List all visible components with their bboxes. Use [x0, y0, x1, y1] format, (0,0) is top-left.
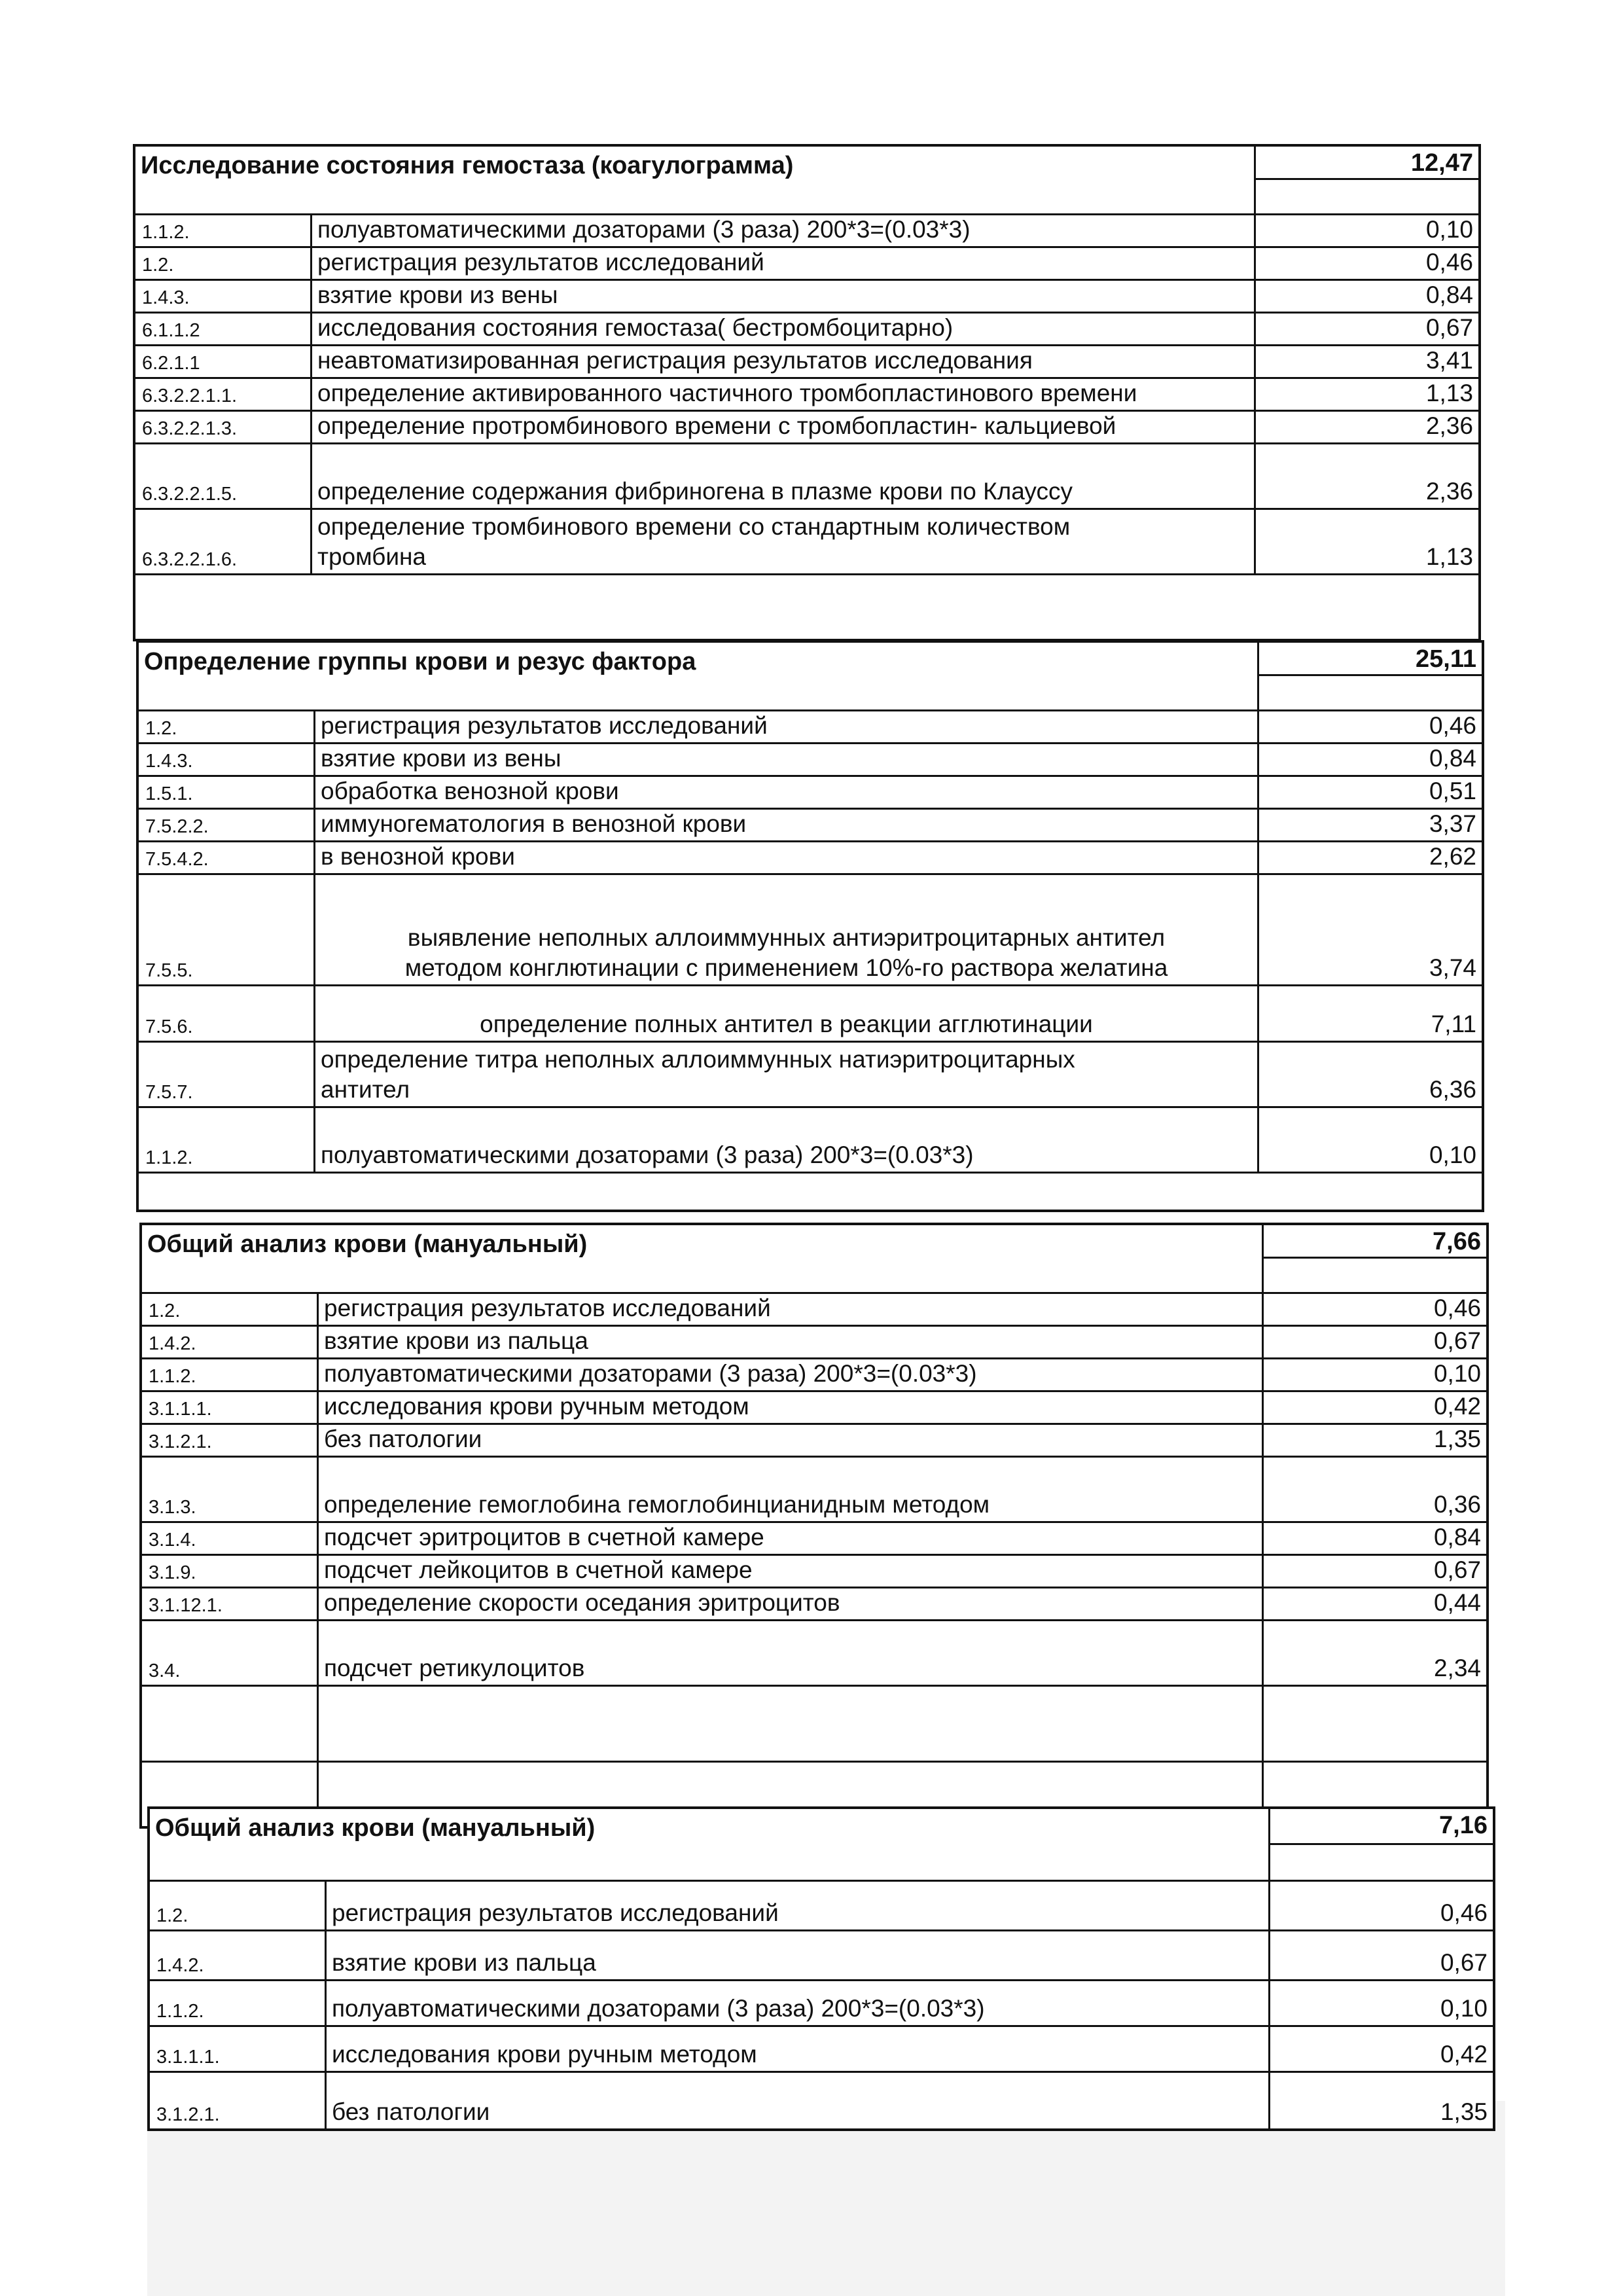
- service-price-cell: [1270, 2027, 1493, 2071]
- section-total: 12,47: [1410, 149, 1473, 177]
- service-description-cell: [312, 379, 1256, 410]
- service-section: [136, 640, 1484, 1212]
- table-row: [142, 1357, 1486, 1390]
- service-code-cell: [135, 248, 312, 279]
- table-row: [135, 246, 1478, 279]
- service-code: 6.2.1.1: [142, 353, 200, 374]
- description-line: определение содержания фибриногена в плазме крови по Клауссу: [317, 478, 1073, 505]
- table-row: [142, 1325, 1486, 1357]
- service-price: 0,67: [1425, 314, 1473, 341]
- service-price-cell: [1264, 1359, 1486, 1390]
- service-price-cell: [1264, 1523, 1486, 1554]
- service-price: 0,84: [1433, 1524, 1481, 1551]
- service-price: 0,36: [1433, 1491, 1481, 1518]
- service-code-cell: [150, 1882, 327, 1929]
- service-price: 2,34: [1433, 1655, 1481, 1681]
- description-line: регистрация результатов исследований: [317, 249, 764, 276]
- table-row: [150, 2071, 1493, 2128]
- service-price-cell: [1256, 510, 1478, 573]
- service-price-cell: [1264, 1687, 1486, 1761]
- service-code-cell: [139, 777, 315, 808]
- service-description: [321, 711, 1251, 741]
- service-description-cell: [312, 510, 1256, 573]
- description-line: подсчет ретикулоцитов: [324, 1655, 585, 1681]
- service-code: 7.5.7.: [145, 1082, 193, 1103]
- service-price-cell: [1270, 2073, 1493, 2128]
- service-description-cell: [327, 1981, 1270, 2025]
- service-price-cell: [1259, 711, 1482, 742]
- service-description-cell: [315, 875, 1259, 984]
- service-description: [332, 1948, 1262, 1978]
- table-row: [135, 213, 1478, 246]
- service-code: 3.1.2.1.: [156, 2104, 220, 2125]
- description-line: обработка венозной крови: [321, 778, 619, 804]
- service-code-cell: [139, 744, 315, 775]
- service-description: [332, 1994, 1262, 2024]
- service-code-cell: [150, 2073, 327, 2128]
- service-code-cell: [142, 1294, 319, 1325]
- service-price-cell: [1256, 444, 1478, 508]
- description-line: исследования состояния гемостаза( бестромбоцитарно): [317, 314, 954, 341]
- service-code-cell: [135, 215, 312, 246]
- section-header: [150, 1809, 1493, 1880]
- description-line: исследования крови ручным методом: [332, 2041, 757, 2068]
- service-price-cell: [1259, 986, 1482, 1041]
- section-spacer: [135, 573, 1478, 639]
- service-code: 3.1.2.1.: [149, 1431, 212, 1452]
- service-code: 6.3.2.2.1.5.: [142, 484, 238, 505]
- service-description-cell: [315, 810, 1259, 840]
- service-code-cell: [139, 711, 315, 742]
- service-description-cell: [319, 1621, 1264, 1685]
- service-price-cell: [1259, 777, 1482, 808]
- service-price: 1,35: [1433, 1426, 1481, 1452]
- service-description: [321, 744, 1251, 774]
- service-description-cell: [315, 1108, 1259, 1172]
- table-row: [139, 873, 1482, 984]
- service-code: 1.4.3.: [142, 287, 190, 308]
- service-description: [332, 1898, 1262, 1928]
- service-code: 1.2.: [149, 1300, 181, 1321]
- service-code: 1.5.1.: [145, 783, 193, 804]
- service-description-cell: [315, 711, 1259, 742]
- description-line: определение протромбинового времени с тромбопластин- кальциевой: [317, 412, 1116, 439]
- service-code-cell: [142, 1588, 319, 1619]
- service-price: 0,42: [1440, 2041, 1488, 2068]
- service-price-cell: [1264, 1588, 1486, 1619]
- service-description-cell: [315, 1043, 1259, 1106]
- service-code: 7.5.2.2.: [145, 816, 209, 837]
- service-code: 1.2.: [156, 1905, 188, 1926]
- service-price: 1,35: [1440, 2098, 1488, 2125]
- service-code-cell: [139, 842, 315, 873]
- service-price-cell: [1270, 1981, 1493, 2025]
- description-line: иммуногематология в венозной крови: [321, 810, 747, 837]
- service-description: [317, 346, 1247, 376]
- service-section: [147, 1806, 1495, 2131]
- service-description: [321, 842, 1251, 872]
- service-price: 3,37: [1429, 810, 1476, 837]
- service-price: 0,44: [1433, 1589, 1481, 1616]
- service-description: [324, 1391, 1255, 1422]
- service-price-cell: [1259, 1108, 1482, 1172]
- service-code: 3.1.9.: [149, 1562, 196, 1583]
- table-row: [139, 742, 1482, 775]
- service-description: [317, 247, 1247, 278]
- service-description-cell: [319, 1294, 1264, 1325]
- description-line: антител: [321, 1076, 410, 1103]
- table-row: [139, 984, 1482, 1041]
- table-row: [150, 1880, 1493, 1929]
- table-row: [142, 1619, 1486, 1685]
- description-line: исследования крови ручным методом: [324, 1393, 749, 1420]
- description-line: в венозной крови: [321, 843, 515, 870]
- table-row: [135, 344, 1478, 377]
- service-price: 7,11: [1431, 1011, 1476, 1037]
- service-description: [317, 378, 1247, 408]
- description-line: методом конглютинации с применением 10%-го раствора желатина: [404, 954, 1168, 981]
- service-code-cell: [135, 379, 312, 410]
- service-price-cell: [1256, 215, 1478, 246]
- service-price: 0,84: [1429, 745, 1476, 772]
- table-row: [135, 312, 1478, 344]
- service-price: 3,74: [1429, 954, 1476, 981]
- table-row: [142, 1521, 1486, 1554]
- service-price: 0,67: [1433, 1327, 1481, 1354]
- description-line: определение тромбинового времени со стандартным количеством: [317, 513, 1071, 540]
- service-price-cell: [1264, 1621, 1486, 1685]
- service-price: 0,46: [1433, 1295, 1481, 1321]
- service-code-cell: [142, 1359, 319, 1390]
- service-description: [324, 1424, 1255, 1454]
- service-description: [324, 1522, 1255, 1552]
- table-row: [150, 1979, 1493, 2025]
- service-code: 3.1.12.1.: [149, 1595, 223, 1616]
- service-price: 0,10: [1425, 216, 1473, 243]
- service-description-cell: [319, 1458, 1264, 1521]
- service-description: [324, 1359, 1255, 1389]
- service-code: 1.4.2.: [156, 1955, 204, 1976]
- service-description: [321, 1045, 1251, 1105]
- service-code: 1.1.2.: [156, 2001, 204, 2022]
- table-row: [142, 1685, 1486, 1761]
- service-code: 1.1.2.: [145, 1147, 193, 1168]
- service-description: [317, 476, 1247, 507]
- service-description: [315, 1009, 1257, 1039]
- description-line: подсчет лейкоцитов в счетной камере: [324, 1556, 753, 1583]
- service-price: 1,13: [1425, 380, 1473, 406]
- service-description: [324, 1588, 1255, 1618]
- service-code-cell: [150, 1931, 327, 1979]
- service-code-cell: [142, 1556, 319, 1587]
- description-line: полуавтоматическими дозаторами (3 раза) 200*3=(0.03*3): [332, 1995, 985, 2022]
- service-description: [321, 776, 1251, 806]
- service-description: [321, 1140, 1251, 1170]
- service-price-cell: [1256, 346, 1478, 377]
- service-description: [324, 1555, 1255, 1585]
- service-description-cell: [319, 1359, 1264, 1390]
- service-price-cell: [1259, 1043, 1482, 1106]
- service-code-cell: [139, 875, 315, 984]
- service-price: 1,13: [1425, 543, 1473, 570]
- service-code-cell: [139, 810, 315, 840]
- service-price-cell: [1256, 314, 1478, 344]
- service-description-cell: [327, 1931, 1270, 1979]
- service-description-cell: [327, 2073, 1270, 2128]
- service-description: [324, 1490, 1255, 1520]
- service-description-cell: [315, 986, 1259, 1041]
- table-row: [142, 1390, 1486, 1423]
- table-row: [142, 1456, 1486, 1521]
- service-code: 3.1.4.: [149, 1530, 196, 1551]
- service-code-cell: [139, 1108, 315, 1172]
- service-code: 6.1.1.2: [142, 320, 200, 341]
- service-description-cell: [319, 1425, 1264, 1456]
- service-description-cell: [312, 215, 1256, 246]
- section-header: [142, 1225, 1486, 1292]
- service-code: 3.1.1.1.: [156, 2047, 220, 2068]
- description-line: полуавтоматическими дозаторами (3 раза) 200*3=(0.03*3): [321, 1141, 974, 1168]
- description-line: определение скорости оседания эритроцитов: [324, 1589, 840, 1616]
- service-description: [324, 1293, 1255, 1323]
- description-line: тромбина: [317, 543, 426, 570]
- service-code-cell: [150, 1981, 327, 2025]
- service-price-cell: [1264, 1327, 1486, 1357]
- service-description-cell: [319, 1687, 1264, 1761]
- description-line: взятие крови из вены: [321, 745, 562, 772]
- service-description-cell: [312, 346, 1256, 377]
- table-row: [139, 775, 1482, 808]
- section-title: Определение группы крови и резус фактора: [144, 648, 696, 675]
- service-code-cell: [139, 1043, 315, 1106]
- service-code: 7.5.4.2.: [145, 849, 209, 870]
- service-description-cell: [312, 314, 1256, 344]
- description-line: определение полных антител в реакции агглютинации: [480, 1011, 1093, 1037]
- service-code: 1.2.: [145, 718, 177, 739]
- service-price-cell: [1264, 1425, 1486, 1456]
- description-line: без патологии: [324, 1426, 482, 1452]
- service-price: 2,36: [1425, 478, 1473, 505]
- table-row: [135, 410, 1478, 442]
- service-code: 7.5.6.: [145, 1016, 193, 1037]
- service-code: 6.3.2.2.1.3.: [142, 418, 238, 439]
- table-row: [135, 508, 1478, 573]
- service-code-cell: [135, 346, 312, 377]
- table-row: [142, 1292, 1486, 1325]
- service-section: [133, 144, 1481, 641]
- description-line: неавтоматизированная регистрация результатов исследования: [317, 347, 1033, 374]
- service-code-cell: [142, 1425, 319, 1456]
- description-line: выявление неполных аллоиммунных антиэритроцитарных антител: [407, 924, 1166, 951]
- description-line: регистрация результатов исследований: [332, 1899, 779, 1926]
- service-code: 3.4.: [149, 1660, 181, 1681]
- description-line: без патологии: [332, 2098, 490, 2125]
- section-title: Общий анализ крови (мануальный): [155, 1814, 596, 1842]
- service-price-cell: [1264, 1556, 1486, 1587]
- service-description-cell: [312, 281, 1256, 312]
- service-description: [332, 2097, 1262, 2127]
- table-row: [139, 1041, 1482, 1106]
- service-description-cell: [315, 744, 1259, 775]
- service-code-cell: [135, 314, 312, 344]
- service-price: 6,36: [1429, 1076, 1476, 1103]
- service-price: 2,36: [1425, 412, 1473, 439]
- section-title: Исследование состояния гемостаза (коагулограмма): [141, 152, 794, 179]
- description-line: полуавтоматическими дозаторами (3 раза) 200*3=(0.03*3): [324, 1360, 977, 1387]
- service-code-cell: [135, 444, 312, 508]
- table-row: [135, 279, 1478, 312]
- service-price: 0,10: [1433, 1360, 1481, 1387]
- description-line: определение активированного частичного тромбопластинового времени: [317, 380, 1137, 406]
- service-price-cell: [1264, 1458, 1486, 1521]
- table-row: [142, 1423, 1486, 1456]
- service-code-cell: [142, 1621, 319, 1685]
- description-line: определение гемоглобина гемоглобинцианидным методом: [324, 1491, 990, 1518]
- service-description: [317, 512, 1247, 572]
- service-code-cell: [150, 2027, 327, 2071]
- service-description-cell: [319, 1327, 1264, 1357]
- service-price-cell: [1256, 248, 1478, 279]
- service-code-cell: [142, 1687, 319, 1761]
- service-price: 0,46: [1429, 712, 1476, 739]
- service-description-cell: [315, 777, 1259, 808]
- service-code: 1.1.2.: [142, 222, 190, 243]
- service-description: [317, 280, 1247, 310]
- service-price-cell: [1256, 281, 1478, 312]
- table-row: [139, 840, 1482, 873]
- service-description-cell: [312, 412, 1256, 442]
- service-price-cell: [1270, 1882, 1493, 1929]
- table-row: [142, 1554, 1486, 1587]
- service-description: [324, 1326, 1255, 1356]
- service-code: 3.1.1.1.: [149, 1399, 212, 1420]
- description-line: взятие крови из пальца: [332, 1949, 596, 1976]
- service-price: 0,46: [1440, 1899, 1488, 1926]
- section-total: 25,11: [1416, 645, 1476, 673]
- service-price: 0,84: [1425, 281, 1473, 308]
- service-description-cell: [319, 1588, 1264, 1619]
- service-code-cell: [135, 281, 312, 312]
- service-description-cell: [312, 444, 1256, 508]
- service-code: 3.1.3.: [149, 1497, 196, 1518]
- service-description: [332, 2039, 1262, 2070]
- section-header: [135, 147, 1478, 213]
- service-code: 7.5.5.: [145, 960, 193, 981]
- section-spacer: [139, 1172, 1482, 1210]
- service-price-cell: [1256, 412, 1478, 442]
- service-code-cell: [135, 510, 312, 573]
- section-title: Общий анализ крови (мануальный): [147, 1230, 588, 1258]
- service-price: 0,10: [1440, 1995, 1488, 2022]
- service-price: 0,67: [1433, 1556, 1481, 1583]
- service-code: 6.3.2.2.1.6.: [142, 549, 238, 570]
- service-description-cell: [319, 1392, 1264, 1423]
- service-price-cell: [1259, 744, 1482, 775]
- service-code-cell: [142, 1327, 319, 1357]
- service-code: 1.4.3.: [145, 751, 193, 772]
- service-description-cell: [312, 248, 1256, 279]
- service-description-cell: [319, 1523, 1264, 1554]
- description-line: регистрация результатов исследований: [321, 712, 768, 739]
- service-price-cell: [1259, 842, 1482, 873]
- service-code-cell: [139, 986, 315, 1041]
- section-total: 7,16: [1439, 1812, 1488, 1839]
- table-row: [139, 808, 1482, 840]
- description-line: определение титра неполных аллоиммунных натиэритроцитарных: [321, 1046, 1075, 1073]
- service-description-cell: [315, 842, 1259, 873]
- service-code: 6.3.2.2.1.1.: [142, 386, 238, 406]
- service-code-cell: [142, 1523, 319, 1554]
- description-line: взятие крови из вены: [317, 281, 558, 308]
- service-price-cell: [1256, 379, 1478, 410]
- service-description-cell: [319, 1556, 1264, 1587]
- service-code: 1.4.2.: [149, 1333, 196, 1354]
- service-price: 0,10: [1429, 1141, 1476, 1168]
- service-price: 0,42: [1433, 1393, 1481, 1420]
- service-price-cell: [1264, 1392, 1486, 1423]
- description-line: подсчет эритроцитов в счетной камере: [324, 1524, 764, 1551]
- service-code-cell: [135, 412, 312, 442]
- description-line: полуавтоматическими дозаторами (3 раза) 200*3=(0.03*3): [317, 216, 971, 243]
- service-code-cell: [142, 1458, 319, 1521]
- service-description: [317, 313, 1247, 343]
- service-price: 3,41: [1425, 347, 1473, 374]
- description-line: регистрация результатов исследований: [324, 1295, 771, 1321]
- service-description: [321, 809, 1251, 839]
- section-total: 7,66: [1433, 1228, 1481, 1255]
- table-row: [135, 442, 1478, 508]
- service-price-cell: [1264, 1294, 1486, 1325]
- service-description: [317, 215, 1247, 245]
- service-code: 1.2.: [142, 255, 174, 276]
- service-price: 0,46: [1425, 249, 1473, 276]
- service-price-cell: [1270, 1931, 1493, 1979]
- table-row: [135, 377, 1478, 410]
- description-line: взятие крови из пальца: [324, 1327, 588, 1354]
- service-price: 0,51: [1429, 778, 1476, 804]
- table-row: [150, 2025, 1493, 2071]
- section-header: [139, 643, 1482, 709]
- service-description: [317, 411, 1247, 441]
- service-code-cell: [142, 1392, 319, 1423]
- service-price-cell: [1259, 810, 1482, 840]
- table-row: [150, 1929, 1493, 1979]
- service-description-cell: [327, 1882, 1270, 1929]
- service-description: [324, 1653, 1255, 1683]
- service-section: [139, 1223, 1489, 1829]
- service-price-cell: [1259, 875, 1482, 984]
- service-description: [315, 923, 1257, 983]
- service-price: 0,67: [1440, 1949, 1488, 1976]
- table-row: [139, 709, 1482, 742]
- service-description-cell: [327, 2027, 1270, 2071]
- service-price: 2,62: [1429, 843, 1476, 870]
- table-row: [142, 1587, 1486, 1619]
- service-code: 1.1.2.: [149, 1366, 196, 1387]
- table-row: [139, 1106, 1482, 1172]
